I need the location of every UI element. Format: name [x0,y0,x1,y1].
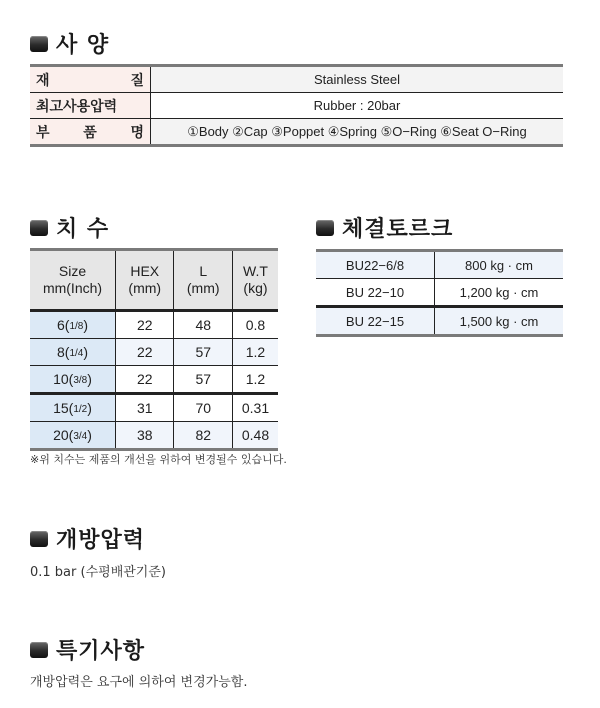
size-cell: 10(3/8) [30,366,116,394]
spec-table [30,64,563,147]
square-bullet-icon [30,642,48,658]
spec-section-title: 사 양 [30,28,109,59]
col-header-wt: W.T (kg) [232,250,278,311]
table-row [30,311,278,339]
hex-cell: 22 [116,311,174,339]
remarks-text: 개방압력은 요구에 의하여 변경가능함. [30,675,248,690]
table-row [30,422,278,450]
wt-cell: 1.2 [232,339,278,366]
l-cell: 82 [174,422,232,450]
table-row [30,66,563,93]
remarks-section-title: 특기사항 [30,634,145,665]
table-row [30,93,563,119]
torque-cell: 800 kg · cm [435,251,564,279]
table-row [316,279,563,307]
model-cell: BU22−6/8 [316,251,435,279]
dims-section-title: 치 수 [30,212,109,243]
table-row [316,251,563,279]
l-cell: 48 [174,311,232,339]
torque-cell: 1,200 kg · cm [435,279,564,307]
dimensions-table [30,248,278,451]
wt-cell: 1.2 [232,366,278,394]
table-row [30,119,563,146]
torque-section-title: 체결토르크 [316,212,453,243]
size-cell: 15(1/2) [30,394,116,422]
spec-value-parts: ①Body ②Cap ③Poppet ④Spring ⑤O−Ring ⑥Seat O−Ring [151,119,564,146]
square-bullet-icon [30,220,48,236]
l-cell: 57 [174,339,232,366]
size-cell: 8(1/4) [30,339,116,366]
opening-pressure-text: 0.1 bar (수평배관기준) [30,565,166,580]
size-cell: 6(1/8) [30,311,116,339]
hex-cell: 22 [116,339,174,366]
spec-value-material: Stainless Steel [151,66,564,93]
model-cell: BU 22−10 [316,279,435,307]
wt-cell: 0.31 [232,394,278,422]
hex-cell: 31 [116,394,174,422]
wt-cell: 0.48 [232,422,278,450]
hex-cell: 38 [116,422,174,450]
square-bullet-icon [30,531,48,547]
table-header-row [30,250,278,311]
hex-cell: 22 [116,366,174,394]
table-row [30,366,278,394]
model-cell: BU 22−15 [316,307,435,336]
square-bullet-icon [316,220,334,236]
spec-label-parts: 부 품 명 [30,119,151,146]
l-cell: 70 [174,394,232,422]
spec-label-material: 재 질 [30,66,151,93]
table-row [30,394,278,422]
col-header-size: Size mm(Inch) [30,250,116,311]
col-header-hex: HEX (mm) [116,250,174,311]
table-row [316,307,563,336]
spec-label-max-pressure: 최고사용압력 [30,93,151,119]
table-row [30,339,278,366]
l-cell: 57 [174,366,232,394]
square-bullet-icon [30,36,48,52]
dimensions-note: ※위 치수는 제품의 개선을 위하여 변경될수 있습니다. [30,453,287,466]
wt-cell: 0.8 [232,311,278,339]
col-header-l: L (mm) [174,250,232,311]
torque-cell: 1,500 kg · cm [435,307,564,336]
opening-pressure-section-title: 개방압력 [30,523,145,554]
spec-value-max-pressure: Rubber : 20bar [151,93,564,119]
torque-table [316,249,563,337]
size-cell: 20(3/4) [30,422,116,450]
